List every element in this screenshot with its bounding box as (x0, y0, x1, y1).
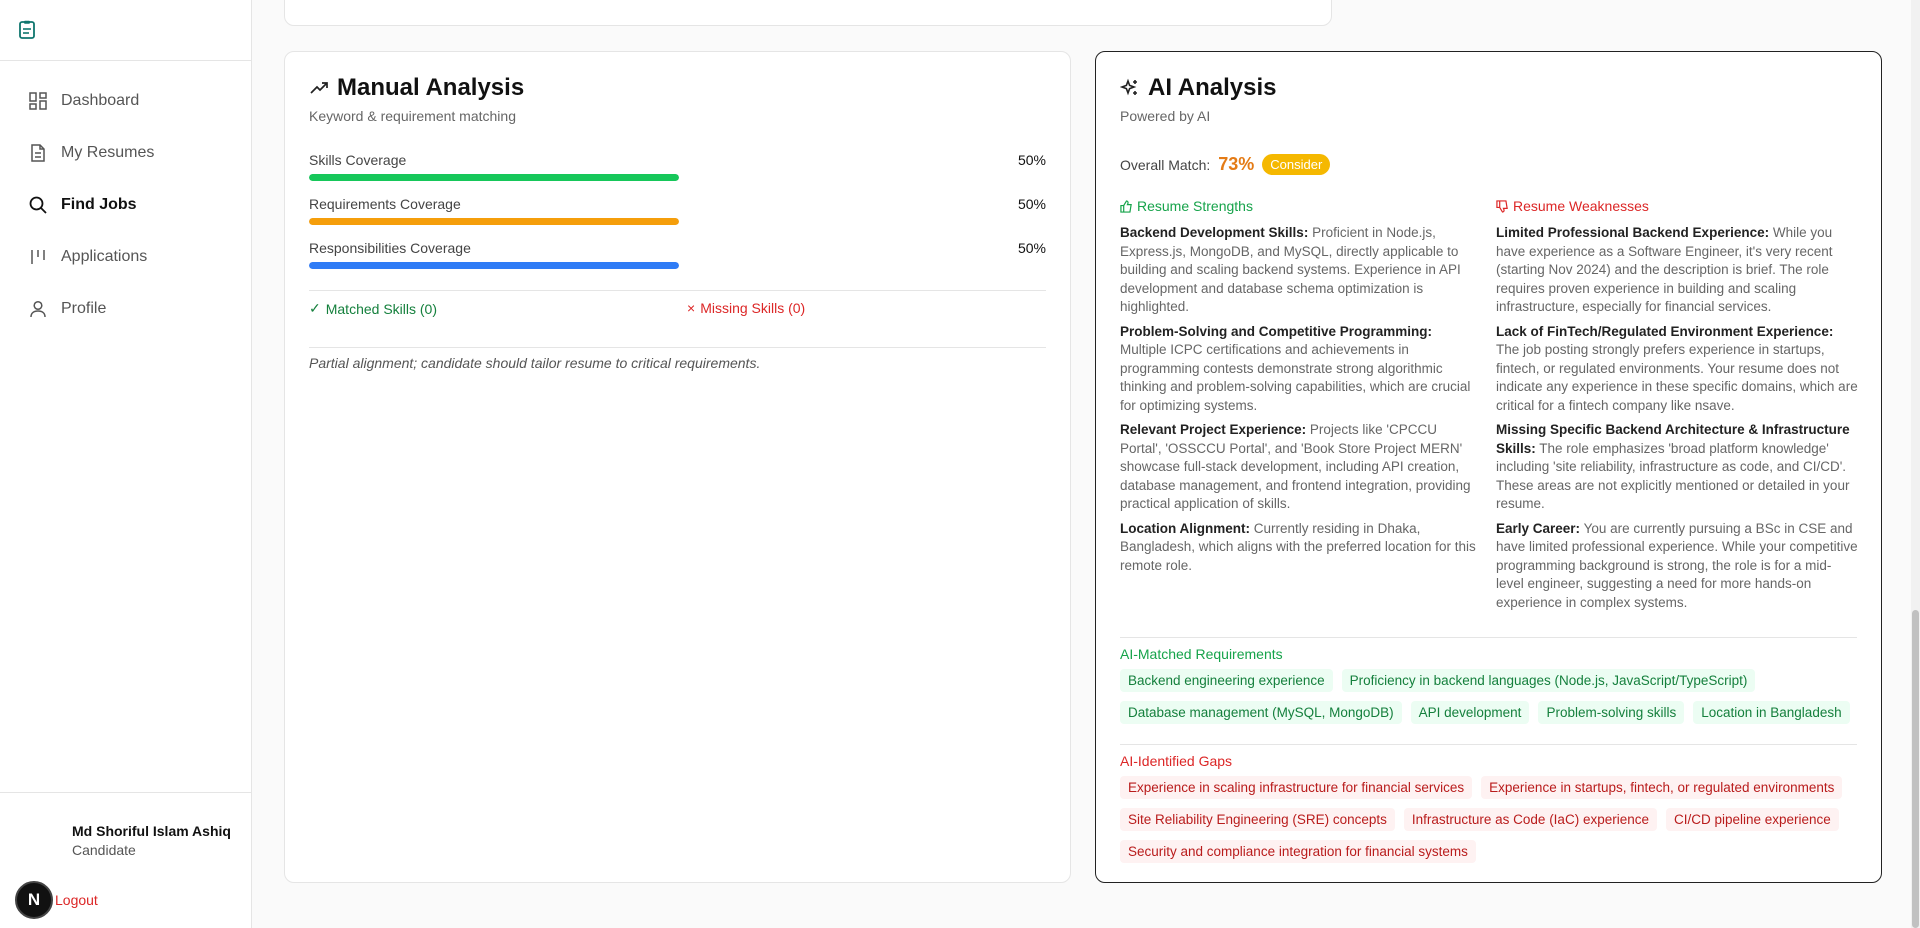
ai-gaps-chips (1120, 776, 1860, 863)
coverage-row-requirements (309, 196, 1046, 212)
user-role: Candidate (72, 842, 136, 858)
app-logo-icon[interactable] (17, 20, 37, 40)
divider (309, 290, 1046, 291)
overall-match (1120, 154, 1330, 175)
x-icon: × (687, 300, 696, 316)
matched-requirement-chip: Backend engineering experience (1120, 669, 1333, 692)
matched-requirement-chip: Database management (MySQL, MongoDB) (1120, 701, 1402, 724)
coverage-label: Skills Coverage (309, 152, 407, 168)
coverage-percent: 50% (1017, 152, 1046, 168)
matched-requirement-chip: API development (1411, 701, 1530, 724)
overall-match-value: 73% (1218, 154, 1255, 174)
coverage-bar (309, 174, 679, 181)
strength-item: Problem-Solving and Competitive Programming: Multiple ICPC certifications and achievements in programming contests demonstrate strong algorithmic thinking and problem-solving capabilities, which are crucial for optimizing systems. (1120, 323, 1471, 413)
document-icon (28, 143, 48, 163)
check-icon: ✓ (309, 300, 321, 316)
divider (309, 347, 1046, 348)
coverage-bar-fill (309, 218, 679, 225)
coverage-label: Responsibilities Coverage (309, 240, 471, 256)
next-badge[interactable]: N (15, 881, 53, 919)
sidebar-item-applications[interactable] (0, 231, 251, 283)
coverage-bar-fill (309, 262, 679, 269)
ai-title (1120, 74, 1277, 102)
strengths-list (1120, 224, 1480, 581)
recommendation-badge: Consider (1262, 154, 1330, 175)
strength-item: Relevant Project Experience: Projects like 'CPCCU Portal', 'OSSCCU Portal', and 'Book Store Project MERN' showcase full-stack development, including API creation, database management, and frontend integration, providing practical application of skills. (1120, 422, 1471, 511)
ai-matched-title: AI-Matched Requirements (1120, 646, 1283, 662)
missing-skills-toggle[interactable] (687, 300, 805, 316)
logo-bar (0, 0, 251, 61)
weaknesses-heading (1496, 198, 1649, 214)
sidebar-item-label: Dashboard (61, 92, 140, 109)
sidebar-item-my-resumes[interactable] (0, 127, 251, 179)
manual-subtitle: Keyword & requirement matching (309, 108, 516, 124)
logout-label: Logout (55, 892, 98, 908)
manual-analysis-card (284, 51, 1071, 883)
matched-requirement-chip: Problem-solving skills (1538, 701, 1684, 724)
missing-skills-label: Missing Skills (0) (700, 300, 806, 316)
ai-title-text: AI Analysis (1148, 74, 1277, 101)
user-box (0, 792, 251, 928)
weaknesses-title: Resume Weaknesses (1513, 198, 1649, 214)
gap-chip: Site Reliability Engineering (SRE) concepts (1120, 808, 1395, 831)
sidebar-item-label: Applications (61, 248, 148, 265)
strengths-title: Resume Strengths (1137, 198, 1253, 214)
coverage-row-responsibilities (309, 240, 1046, 256)
scrollbar-thumb[interactable] (1912, 610, 1919, 928)
sidebar-item-label: Profile (61, 300, 107, 317)
coverage-bar (309, 218, 679, 225)
page-scrollbar[interactable] (1911, 0, 1920, 928)
logout-button[interactable] (55, 892, 98, 908)
weakness-item: Early Career: You are currently pursuing a BSc in CSE and have limited professional experience. While your competitive programming background is strong, the role is for a mid-level engineer, suggesting a need for more hands-on experience in complex systems. (1496, 520, 1858, 610)
trending-up-icon (309, 78, 329, 98)
matched-requirement-chip: Proficiency in backend languages (Node.js, JavaScript/TypeScript) (1342, 669, 1756, 692)
manual-title-text: Manual Analysis (337, 74, 525, 101)
matched-skills-toggle[interactable] (309, 300, 437, 317)
search-icon (28, 195, 48, 215)
sidebar-item-find-jobs[interactable] (0, 179, 251, 231)
weakness-item: Limited Professional Backend Experience: While you have experience as a Software Engineer, it's very recent (starting Nov 2024) and the description is brief. The role requires proven experience in building and scaling infrastructure, especially for financial services. (1496, 225, 1833, 314)
thumbs-up-icon (1120, 200, 1133, 213)
gap-chip: Experience in startups, fintech, or regulated environments (1481, 776, 1842, 799)
thumbs-down-icon (1496, 200, 1509, 213)
sidebar-item-label: Find Jobs (61, 196, 137, 213)
user-icon (28, 299, 48, 319)
previous-card (284, 0, 1332, 26)
weakness-item: Missing Specific Backend Architecture & Infrastructure Skills: The role emphasizes 'broad platform knowledge' including 'site reliability, infrastructure as code, and CI/CD'. These areas are not explicitly mentioned or detailed in your resume. (1496, 422, 1850, 511)
sidebar-item-dashboard[interactable] (0, 75, 251, 127)
sidebar-item-label: My Resumes (61, 144, 155, 161)
ai-analysis-card (1095, 51, 1882, 883)
gap-chip: CI/CD pipeline experience (1666, 808, 1839, 831)
gap-chip: Experience in scaling infrastructure for financial services (1120, 776, 1472, 799)
gap-chip: Infrastructure as Code (IaC) experience (1404, 808, 1657, 831)
strength-item: Backend Development Skills: Proficient in Node.js, Express.js, MongoDB, and MySQL, directly applicable to building and scaling backend systems. Experience in API development and database schema optimization is highlighted. (1120, 225, 1461, 314)
coverage-percent: 50% (1017, 196, 1046, 212)
divider (1120, 637, 1857, 638)
weaknesses-list (1496, 224, 1858, 618)
ai-matched-chips (1120, 669, 1860, 724)
dashboard-icon (28, 91, 48, 111)
coverage-label: Requirements Coverage (309, 196, 461, 212)
manual-note: Partial alignment; candidate should tailor resume to critical requirements. (309, 355, 761, 371)
kanban-icon (28, 247, 48, 267)
coverage-percent: 50% (1017, 240, 1046, 256)
matched-skills-label: Matched Skills (0) (325, 300, 437, 317)
sidebar (0, 0, 252, 928)
manual-title (309, 74, 524, 102)
strengths-heading (1120, 198, 1253, 214)
ai-subtitle: Powered by AI (1120, 108, 1211, 124)
divider (1120, 744, 1857, 745)
overall-match-label: Overall Match: (1120, 156, 1211, 173)
strength-item: Location Alignment: Currently residing in Dhaka, Bangladesh, which aligns with the preferred location for this remote role. (1120, 520, 1476, 573)
coverage-bar-fill (309, 174, 679, 181)
weakness-item: Lack of FinTech/Regulated Environment Experience: The job posting strongly prefers experience in startups, fintech, or regulated environments. Your resume does not indicate any experience in these specific domains, which are critical for a fintech company like nsave. (1496, 323, 1858, 413)
sidebar-nav (0, 75, 251, 335)
ai-gaps-title: AI-Identified Gaps (1120, 753, 1233, 769)
gap-chip: Security and compliance integration for financial systems (1120, 840, 1476, 863)
coverage-bar (309, 262, 679, 269)
coverage-row-skills (309, 152, 1046, 168)
user-name: Md Shoriful Islam Ashiq (72, 823, 231, 839)
matched-requirement-chip: Location in Bangladesh (1693, 701, 1849, 724)
sidebar-item-profile[interactable] (0, 283, 251, 335)
sparkles-icon (1120, 78, 1140, 98)
